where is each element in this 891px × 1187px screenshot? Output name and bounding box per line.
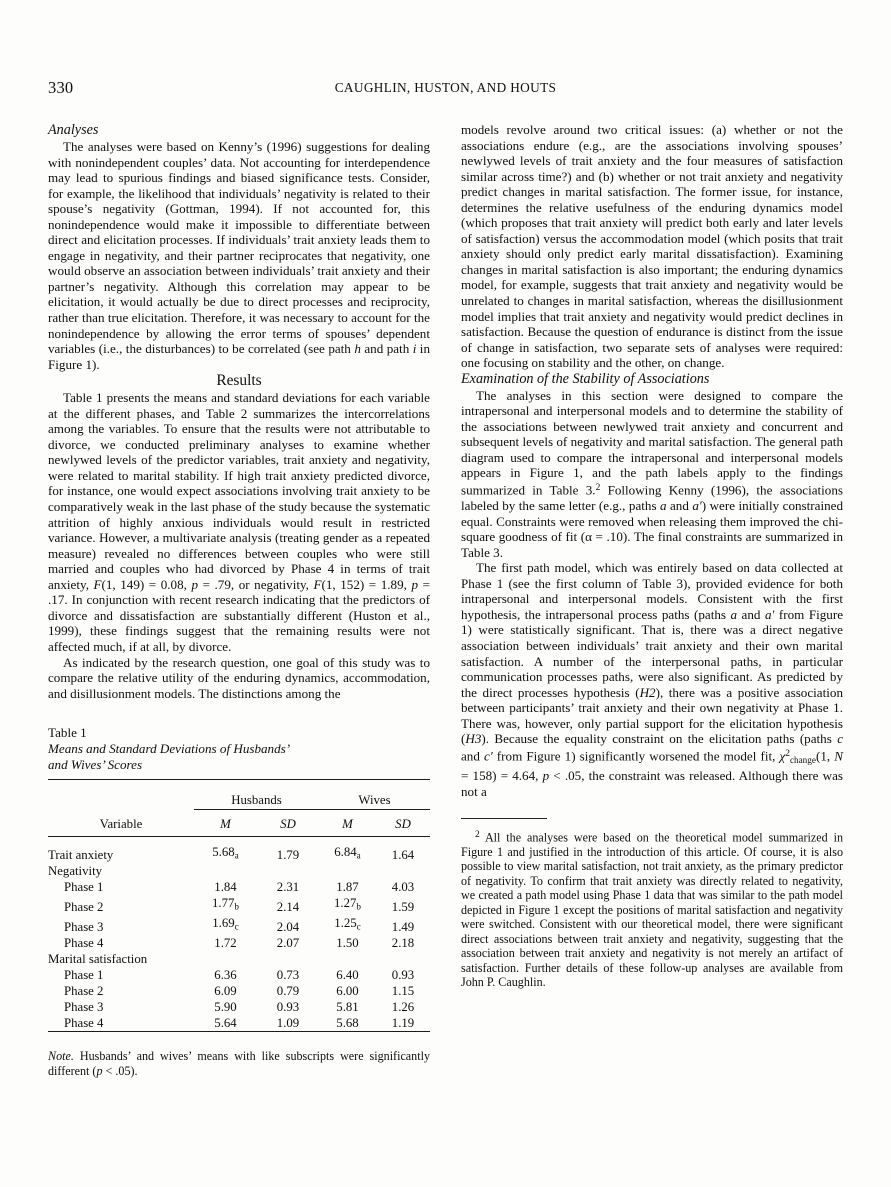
table-cell-value	[257, 951, 319, 967]
table-1-block	[48, 725, 430, 1078]
table-row	[48, 999, 430, 1015]
table-number: Table 1	[48, 725, 87, 741]
table-cell-value: 2.14	[276, 899, 300, 914]
table-row-label: Phase 2	[64, 899, 104, 914]
table-cell-value	[376, 863, 430, 879]
table-row-label: Negativity	[48, 864, 103, 879]
table-cell-value: 1.09	[276, 1016, 300, 1031]
heading-results: Results	[216, 372, 262, 390]
paragraph-results-2: As indicated by the research question, one goal of this study was to compare the relative utility of the enduring dynamics, accommodation, and disillusionment models. The distinctions among the	[48, 654, 430, 701]
column-header-husbands-m: M	[220, 816, 231, 831]
table-cell-value: 1.19	[391, 1016, 415, 1031]
first-model-text-f: and	[461, 748, 485, 764]
table-cell-value: 0.93	[276, 1000, 300, 1015]
table-row-label: Marital satisfaction	[48, 951, 148, 966]
stat-F-2-rest: (1, 152) = 1.89,	[321, 576, 412, 592]
table-note-label: Note.	[48, 1049, 74, 1064]
table-cell-value: 1.15	[391, 983, 415, 998]
right-column	[461, 122, 843, 990]
table-cell-value	[319, 951, 376, 967]
table-row-label: Phase 4	[64, 935, 104, 950]
stat-p-2: p	[411, 576, 419, 592]
table-1-body	[48, 779, 430, 1032]
table-bottom-rule	[48, 1032, 430, 1039]
table-cell-value: 0.79	[276, 983, 300, 998]
table-top-rule	[48, 779, 430, 787]
analyses-text-b: and path	[360, 341, 413, 357]
table-1	[48, 779, 430, 1039]
column-header-variable: Variable	[99, 816, 143, 831]
table-cell-value	[319, 863, 376, 879]
table-row-label: Trait anxiety	[48, 848, 114, 863]
stat-p-1: p	[191, 576, 199, 592]
chi-p-symbol: p	[542, 768, 550, 784]
table-cell-subscript: c	[234, 921, 239, 932]
first-model-text-b: and	[737, 606, 765, 622]
column-header-husbands-sd: SD	[280, 816, 296, 831]
table-row	[48, 836, 430, 863]
table-cell-value: 0.93	[391, 967, 415, 982]
path-h-label: h	[354, 341, 361, 357]
table-cell-value: 1.64	[391, 848, 415, 863]
paragraph-results-1	[48, 390, 430, 654]
chi-rest-a: (1,	[815, 748, 835, 764]
table-cell-value	[376, 951, 430, 967]
analyses-text-a: The analyses were based on Kenny’s (1996) suggestions for dealing with nonindependent couples’ data. Not accounting for interdependence may lead to spurious findings and biased significance tests. Consider, for example, the likelihood that individuals’ negativity is related to their spouse’s negativity (Gottman, 1994). If not accounted for, this nonindependence would make it impossible to differentiate between direct and elicitation processes. If individuals’ trait anxiety leads them to engage in negativity, and their partner reciprocates that negativity, one would observe an association between individuals’ trait anxiety and their partner’s negativity. Although this correlation may appear to be elicitation, it would actually be due to direct processes and reciprocity, rather than true elicitation. Therefore, it was necessary to account for the nonindependence by allowing the error terms of spouses’ dependent variables (i.e., the disturbances) to be correlated (see path	[48, 139, 430, 357]
table-row	[48, 863, 430, 879]
table-cell-value: 5.81	[336, 1000, 359, 1015]
chi-square-superscript: 2	[785, 748, 790, 759]
table-cell-subscript: b	[234, 901, 239, 912]
table-row	[48, 951, 430, 967]
table-cell-value	[194, 951, 257, 967]
path-c-prime-label: c′	[484, 748, 493, 764]
running-head	[48, 78, 843, 98]
table-1-foot	[48, 1032, 430, 1039]
page-number: 330	[48, 78, 74, 97]
paragraph-right-top: models revolve around two critical issues: (a) whether or not the associations endure (e.g., are the associations involving spouses’ newlywed levels of trait anxiety and the four measures of satisfaction similar across time?) and (b) whether or not trait anxiety and negativity predict changes in marital satisfaction. The former issue, for instance, determines the relative usefulness of the enduring dynamics model (which proposes that trait anxiety will predict both early and later levels of satisfaction) versus the accommodation model (which posits that trait anxiety should only predict early marital dissatisfaction). Examining changes in marital satisfaction is also important; the enduring dynamics model, for example, suggests that trait anxiety and negativity would be unrelated to changes in marital satisfaction, whereas the disillusionment model implies that trait anxiety and negativity would predict declines in satisfaction. Because the question of endurance is distinct from the issue of change in satisfaction, two separate sets of analyses were required: one focusing on stability and the other, on change.	[461, 122, 843, 371]
exam-text-b: Following Kenny (1996), the associations labeled by the same letter (e.g., paths	[461, 482, 843, 514]
table-cell-value: 1.50	[336, 935, 359, 950]
path-a-label: a	[660, 498, 667, 514]
analyses-text-c: in Figure 1).	[48, 341, 430, 372]
table-cell-value: 0.73	[276, 967, 300, 982]
table-cell-value: 1.59	[391, 899, 415, 914]
stat-p-1-rest: = .79, or negativity,	[198, 576, 314, 592]
table-group-header-row	[48, 787, 430, 810]
first-model-text-a: The first path model, which was entirely based on data collected at Phase 1 (see the first column of Table 3), provided evidence for both intrapersonal and interpersonal models. Consistent with the first hypothesis, the intrapersonal process paths (paths	[461, 560, 843, 622]
table-cell-value	[194, 863, 257, 879]
table-cell-subscript: b	[356, 901, 361, 912]
table-cell-value: $1.25_c$	[334, 916, 361, 932]
chi-square-subscript: change	[789, 754, 816, 765]
table-title-line-1: Means and Standard Deviations of Husbands’	[48, 740, 291, 756]
exam-text-c: and	[666, 498, 693, 514]
stat-F-2: F	[313, 576, 322, 592]
first-model-text-g: from Figure 1) significantly worsened the model fit,	[492, 748, 780, 764]
first-model-text-c: from Figure 1) were statistically significant. That is, there was a direct negative association between individuals’ trait anxiety and their own marital satisfaction. A number of the interpersonal paths, in particular communication processes paths, were also significant. As predicted by the direct processes hypothesis (	[461, 606, 844, 700]
table-cell-value: 4.03	[391, 880, 415, 895]
chi-rest-c: < .05, the constraint was released. Although there was not a	[461, 768, 843, 799]
table-cell-value: 1.26	[391, 1000, 415, 1015]
group-header-husbands: Husbands	[194, 787, 319, 810]
stat-p-2-rest: = .17. In conjunction with recent research indicating that the predictors of divorce and dissatisfaction are substantially different (Huston et al., 1999), these findings suggest that the remaining results were not affected much, if at all, by divorce.	[48, 576, 430, 654]
footnote-text: All the analyses were based on the theoretical model summarized in Figure 1 and justified in the introduction of this article. Of course, it is also possible to view marital satisfaction, not trait anxiety, as the primary predictor of negativity. To confirm that trait anxiety was directly related to negativity, we created a path model using Phase 1 data that was similar to the path model depicted in Figure 1 except the positions of marital satisfaction and negativity were switched. Consistent with our theoretical model, there were significant direct associations between trait anxiety and negativity, suggesting that the association between trait anxiety and negativity is not merely an artifact of satisfaction. Further details of these follow-up analyses are available from John P. Caughlin.	[461, 830, 843, 990]
table-cell-value: 2.07	[276, 935, 300, 950]
path-a-prime-label: a′	[692, 498, 702, 514]
table-cell-subscript: a	[234, 850, 239, 861]
table-cell-value: 1.72	[214, 935, 237, 950]
table-cell-value: 2.04	[276, 919, 300, 934]
table-row-label: Phase 2	[64, 983, 104, 998]
table-cell-subscript: c	[356, 921, 361, 932]
table-cell-value: 5.68	[336, 1016, 359, 1031]
table-cell-value	[257, 863, 319, 879]
table-row-label: Phase 3	[64, 919, 104, 934]
footnote-2	[461, 828, 843, 990]
table-cell-value: 6.00	[336, 983, 359, 998]
hypothesis-h2-label: H2	[639, 684, 656, 700]
stat-F-1: F	[93, 576, 102, 592]
table-cell-value: $1.69_c$	[212, 916, 239, 932]
table-cell-value: 6.09	[214, 983, 237, 998]
table-cell-value: 2.31	[276, 880, 300, 895]
column-header-wives-sd: SD	[395, 816, 411, 831]
paragraph-first-model	[461, 560, 843, 799]
heading-examination: Examination of the Stability of Associations	[461, 370, 710, 387]
table-note-text-a: Husbands’ and wives’ means with like subscripts were significantly different (	[48, 1049, 430, 1078]
table-cell-value: 1.49	[391, 919, 415, 934]
table-cell-value: 6.40	[336, 967, 359, 982]
table-cell-value: 5.64	[214, 1016, 237, 1031]
chi-rest-b: = 158) = 4.64,	[461, 768, 543, 784]
table-column-header-row	[48, 809, 430, 836]
table-cell-value: $1.77_b$	[212, 896, 239, 912]
hypothesis-h3-label: H3	[465, 731, 482, 747]
path-c-label: c	[837, 731, 843, 747]
table-cell-value: 6.36	[214, 967, 237, 982]
stat-F-1-rest: (1, 149) = 0.08,	[101, 576, 192, 592]
results-text-a: Table 1 presents the means and standard deviations for each variable at the different phases, and Table 2 summarizes the intercorrelations among the variables. To ensure that the results were not attributable to divorce, we conducted preliminary analyses to examine whether newlywed levels of the predictor variables, trait anxiety and negativity, were related to marital stability. If high trait anxiety predicted divorce, for instance, one would expect associations involving trait anxiety to be comparatively weak in the last phase of the study because the systematic attrition of highly anxious individuals would result in restricted variance. However, a multivariate analysis (treating gender as a repeated measure) revealed no differences between couples who were still married and couples who had divorced by Phase 4 in terms of trait anxiety,	[48, 390, 430, 592]
exam-text-a: The analyses in this section were designed to compare the intrapersonal and interpersonal models and to determine the stability of the associations between newlywed trait anxiety and concurrent and subsequent levels of negativity and marital satisfaction. The general path diagram used to compare the intrapersonal and interpersonal models appears in Figure 1, and the path labels apply to the findings summarized in Table 3.	[461, 387, 843, 498]
table-row	[48, 879, 430, 895]
footnote-separator-rule	[461, 818, 547, 819]
table-cell-value: $6.84_a$	[334, 844, 361, 861]
table-row-label: Phase 3	[64, 1000, 104, 1015]
table-title-line-2: and Wives’ Scores	[48, 756, 143, 772]
table-row	[48, 915, 430, 935]
table-cell-value: 1.87	[336, 880, 359, 895]
heading-analyses: Analyses	[48, 122, 99, 138]
running-title: CAUGHLIN, HUSTON, AND HOUTS	[334, 80, 557, 95]
table-cell-value: 2.18	[391, 935, 415, 950]
column-header-wives-m: M	[342, 816, 353, 831]
path-a-label-2: a	[730, 606, 738, 622]
footnote-marker: 2	[475, 829, 480, 840]
table-row	[48, 895, 430, 915]
table-cell-subscript: a	[356, 850, 361, 861]
table-cell-value: $5.68_a$	[212, 844, 239, 861]
table-note	[48, 1049, 430, 1078]
table-row-label: Phase 1	[64, 880, 104, 895]
table-row	[48, 1015, 430, 1032]
group-header-wives: Wives	[319, 787, 430, 810]
left-column	[48, 122, 430, 1078]
table-row-label: Phase 4	[64, 1016, 104, 1031]
exam-text-d: ) were initially constrained equal. Constraints were removed when releasing them improved the chi-square goodness of fit (α = .10). The final constraints are summarized in Table 3.	[461, 498, 843, 560]
two-column-body	[48, 122, 843, 1078]
table-row	[48, 967, 430, 983]
table-row	[48, 935, 430, 951]
table-cell-value: $1.27_b$	[334, 896, 361, 912]
table-row-label: Phase 1	[64, 967, 104, 982]
path-i-label: i	[412, 341, 417, 357]
footnote-marker-inline: 2	[595, 483, 601, 494]
first-model-text-e: ). Because the equality constraint on the elicitation paths (paths	[481, 731, 838, 747]
path-a-prime-label-2: a′	[764, 606, 775, 622]
table-cell-value: 1.79	[276, 848, 300, 863]
chi-N-symbol: N	[834, 748, 843, 764]
table-note-p: p	[96, 1063, 103, 1078]
chi-square-symbol: χ	[779, 748, 786, 764]
table-cell-value: 1.84	[214, 880, 237, 895]
paragraph-analyses	[48, 139, 430, 372]
first-model-text-d: ), there was a positive association between participants’ trait anxiety and their own negativity at Phase 1. There was, however, only partial support for the elicitation hypothesis (	[461, 684, 843, 747]
table-note-text-b: < .05).	[102, 1063, 138, 1078]
table-cell-value: 5.90	[214, 1000, 237, 1015]
table-row	[48, 983, 430, 999]
paragraph-examination	[461, 388, 843, 561]
